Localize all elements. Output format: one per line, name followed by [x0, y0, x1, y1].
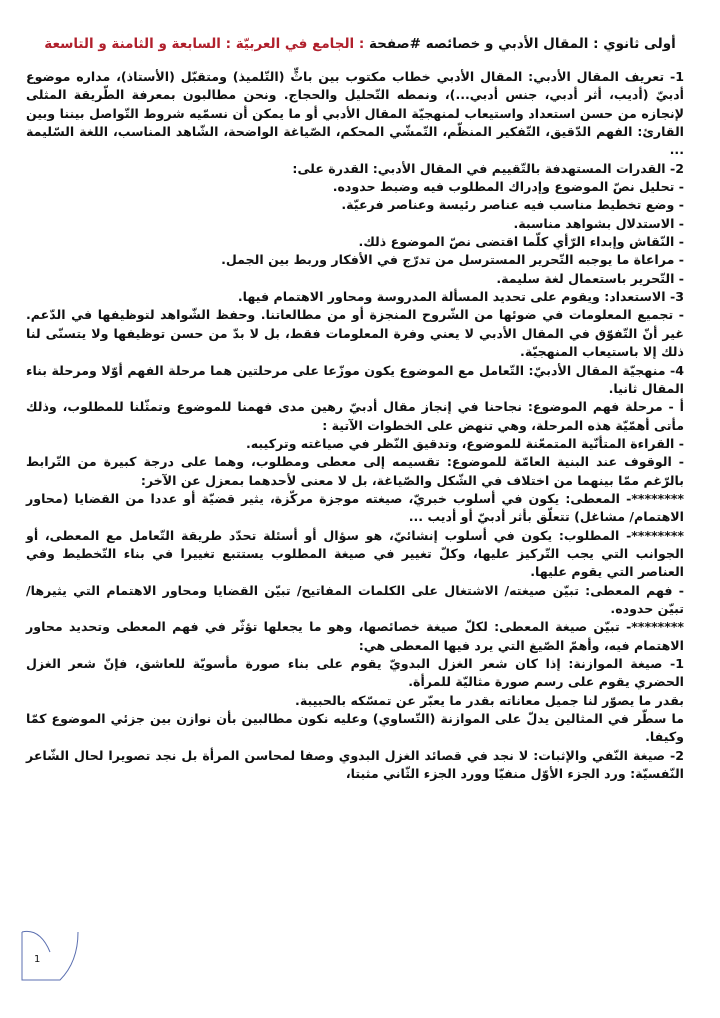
skill-item: - تحليل نصّ الموضوع وإدراك المطلوب فيه وضبط حدوده. — [332, 179, 684, 195]
skill-item: - مراعاة ما يوجبه التّحرير المسترسل من تدرّج في الأفكار وربط بين الجمل. — [221, 252, 684, 268]
form-comparison: 1- صيغة الموازنة: إذا كان شعر الغزل البدويّ يقوم على بناء صورة مأسويّة للعاشق، فإنّ شعر الغزل الحضري يقوم على رسم صورة مثاليّة للمرأة. — [26, 656, 684, 690]
step-careful-reading: - القراءة المتأنّية المتمعّنة للموضوع، وتدقيق النّظر في صياغته وتركيبه. — [246, 435, 684, 451]
understanding-given: - فهم المعطى: تبيّن صيغته/ الاشتغال على الكلمات المفاتيح/ تبيّن القضايا ومحاور الاهتمام التي يثيرها/ تبيّن حدوده. — [26, 582, 684, 616]
skill-item: - التّحرير باستعمال لغة سليمة. — [496, 270, 684, 286]
skill-item: - النّقاش وإبداء الرّأي كلّما اقتضى نصّ الموضوع ذلك. — [358, 234, 684, 250]
stage-understanding: أ - مرحلة فهم الموضوع: نجاحنا في إنجاز مقال أدبيّ رهين مدى فهمنا للموضوع وتمثّلنا للمطلوب، وذلك مأتى أهمّيّة هذه المرحلة، وهي تنهض على الخطوات الآتية : — [26, 399, 684, 433]
header-page-tag: #صفحة — [368, 36, 421, 52]
page-header — [28, 36, 692, 52]
article-body — [26, 68, 684, 783]
comparison-note: ما سطّر في المثالين يدلّ على الموازنة (التّساوي) وعليه نكون مطالبين بأن نوازن بين جزئي الموضوع كمّا وكيفا. — [26, 711, 684, 745]
skill-item: - وضع تخطيط مناسب فيه عناصر رئيسة وعناصر فرعيّة. — [341, 197, 684, 213]
form-negation-affirmation: 2- صيغة النّفي والإثبات: لا نجد في قصائد الغزل البدوي وصفا لمحاسن المرأة بل نجد تصويرا لحال الشّاعر النّفسيّة: ورد الجزء الأوّل منفيّا وورد الجزء الثّاني مثبتا، — [26, 747, 684, 782]
step-general-structure: - الوقوف عند البنية العامّة للموضوع: تقسيمه إلى معطى ومطلوب، وهما على درجة كبيرة من التّرابط بالرّغم ممّا بينهما من اختلاف في الشّكل والصّياغة، بل لا معنى لأحدهما بمعزل عن الآخر: — [26, 454, 684, 488]
page-corner-fold — [20, 922, 80, 982]
comparison-example: بقدر ما يصوّر لنا جميل معاناته بقدر ما يعبّر عن تمسّكه بالحبيبة. — [295, 692, 684, 708]
page-number: 1 — [34, 954, 41, 965]
given-definition: ********- المعطى: يكون في أسلوب خبريّ، صيغته موجزة مركّزة، يثير قضيّة أو عددا من القضايا (محاور الاهتمام/ مشاغل) تتعلّق بأثر أدبيّ أو أديب ... — [26, 490, 684, 525]
section-4-methodology: 4- منهجيّة المقال الأدبيّ: التّعامل مع الموضوع يكون موزّعا على مرحلتين هما مرحلة الفهم أوّلا ومرحلة بناء المقال ثانيا. — [26, 362, 684, 396]
section-2-skills-heading: 2- القدرات المستهدفة بالتّقييم في المقال الأدبي: القدرة على: — [292, 160, 684, 176]
section-1-definition: 1- تعريف المقال الأدبي: المقال الأدبي خطاب مكتوب بين باثٍّ (التّلميذ) ومتقبّل (الأستاذ)، مداره موضوع أدبيّ (أديب، أثر أدبي، جنس أدبي...)، ونمطه التّحليل والحجاج. ونحن مطالبون بمعرفة الطّريقة المثلى لإنجازه من حسن استعداد واستيعاب لمنهجيّة المقال الأدبي أو ما يمكن أن نسمّيه شروط التّواصل بيننا وبين القارئ: الفهم الدّقيق، التّفكير المنظّم، التّمشّي المحكم، الصّياغة الواضحة، الشّاهد المناسب، اللغة السّليمة ... — [26, 69, 684, 158]
section-3-preparation: 3- الاستعداد: ويقوم على تحديد المسألة المدروسة ومحاور الاهتمام فيها. — [237, 289, 684, 305]
header-book-title: : الجامع في العربيّة : السابعة و الثامنة و التاسعة — [44, 36, 365, 52]
header-title: أولى ثانوي : المقال الأدبي و خصائصه — [425, 36, 676, 52]
required-definition: ********- المطلوب: يكون في أسلوب إنشائيّ، هو سؤال أو أسئلة تحدّد طريقة التّعامل مع المعطى، أو الجوانب التي يجب التّركيز عليها، وكلّ تغيير في صيغة المطلوب يستتبع تغييرا في بناء التّخطيط وفي العناصر التي يقوم عليها. — [26, 527, 684, 580]
preparation-detail: - تجميع المعلومات في ضوئها من الشّروح المنجزة أو من مطالعاتنا. وحفظ الشّواهد لتوظيفها في الدّعم. غير أنّ التّفوّق في المقال الأدبي لا يعني وفرة المعلومات فقط، بل لا بدّ من حسن توظيفها ولا يتسنّى لنا ذلك إلا باستيعاب المنهجيّة. — [26, 307, 684, 360]
given-forms: ********- تبيّن صيغة المعطى: لكلّ صيغة خصائصها، وهو ما يجعلها تؤثّر في فهم المعطى وتحديد محاور الاهتمام فيه، وأهمّ الصّيغ التي يرد فيها المعطى هي: — [26, 619, 684, 653]
skill-item: - الاستدلال بشواهد مناسبة. — [513, 215, 684, 231]
